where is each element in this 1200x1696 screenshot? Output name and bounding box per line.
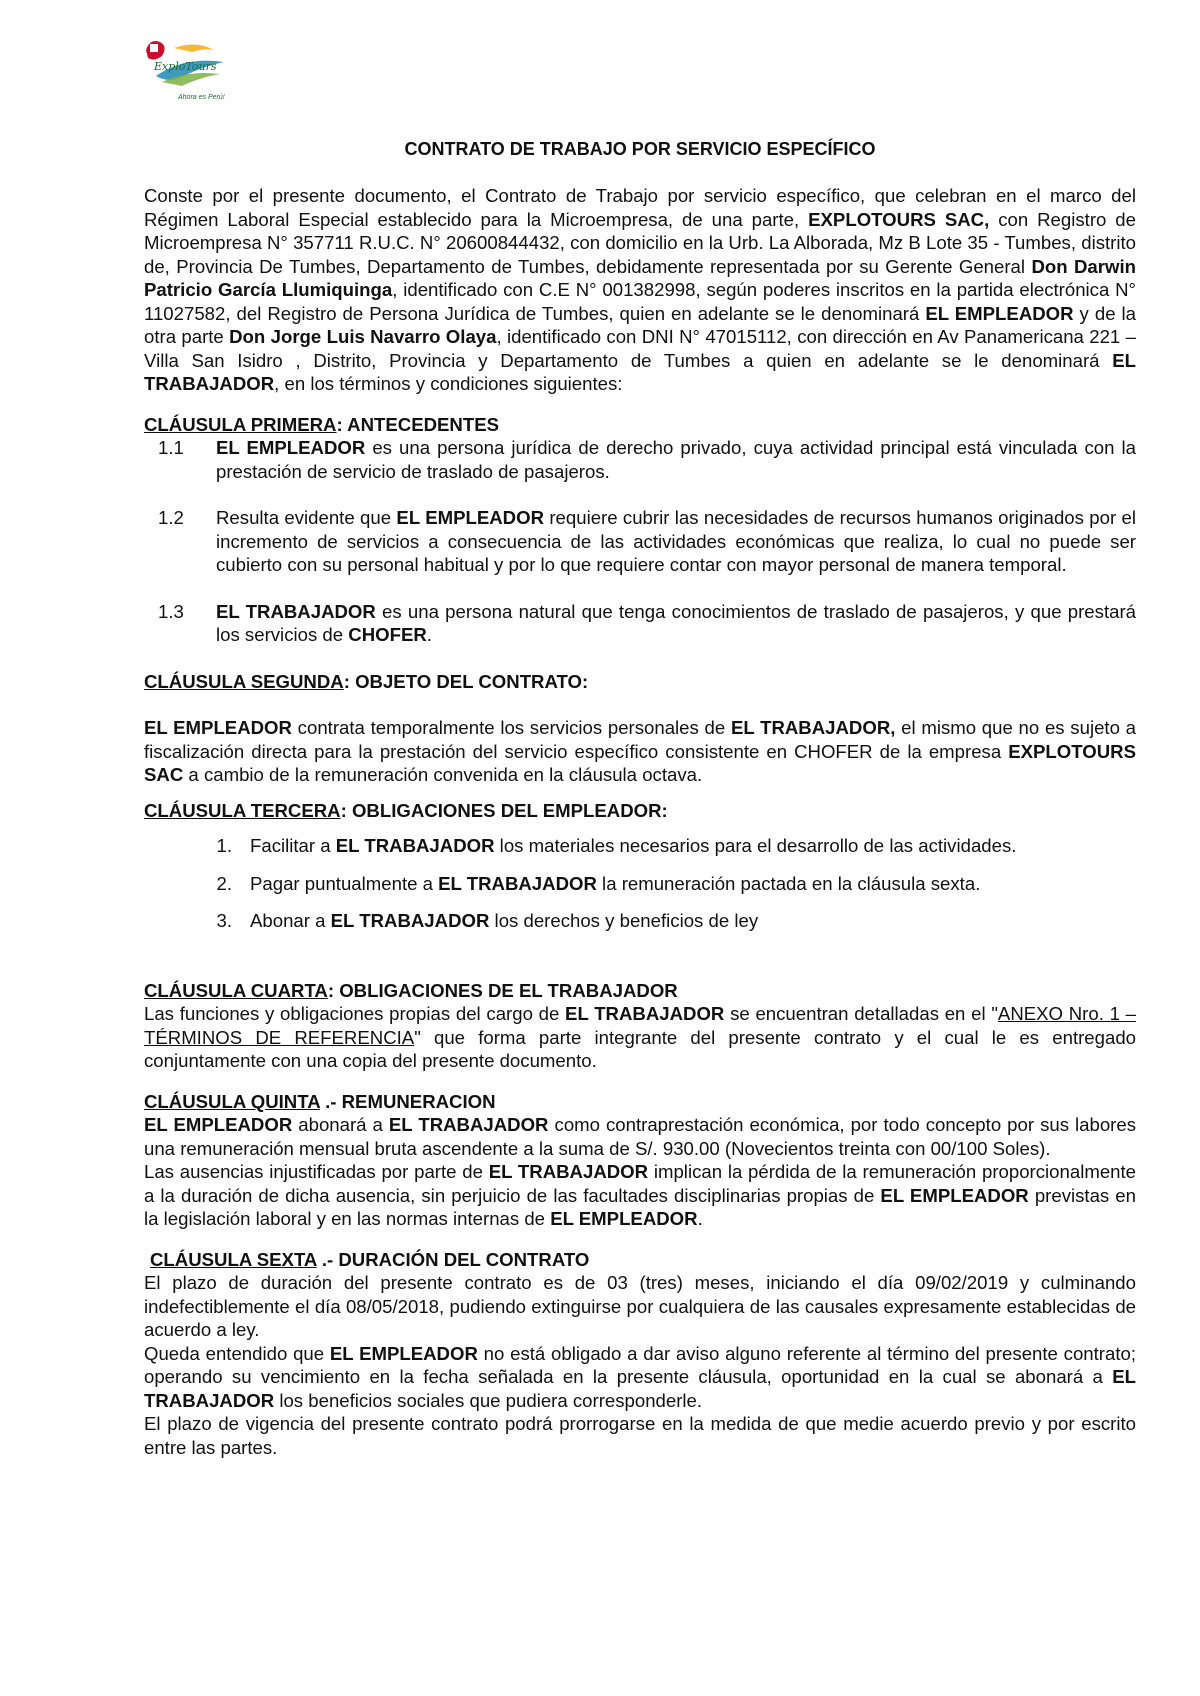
document-title: CONTRATO DE TRABAJO POR SERVICIO ESPECÍFICO xyxy=(404,139,876,159)
list-item: 1.1 EL EMPLEADOR es una persona jurídica de derecho privado, cuya actividad principal está vinculada con la prestación de servicio de traslado de pasajeros. xyxy=(158,437,1136,482)
contract-body xyxy=(144,184,1136,1459)
clause-6-heading: CLÁUSULA SEXTA .- DURACIÓN DEL CONTRATO xyxy=(150,1248,590,1270)
list-item: 1. Facilitar a EL TRABAJADOR los materiales necesarios para el desarrollo de las actividades. xyxy=(216,835,1017,856)
annex-reference: ANEXO Nro. 1 – TÉRMINOS DE REFERENCIA xyxy=(144,1003,1137,1048)
company-logo xyxy=(144,36,240,112)
list-item: 2. Pagar puntualmente a EL TRABAJADOR la remuneración pactada en la cláusula sexta. xyxy=(216,872,981,894)
logo-brand: ExploTours xyxy=(154,60,217,73)
clause-3-list xyxy=(144,834,1136,933)
clause-4-heading: CLÁUSULA CUARTA: OBLIGACIONES DE EL TRABAJADOR xyxy=(144,979,678,1001)
clause-1-list xyxy=(144,436,1136,647)
list-item: 1.3 EL TRABAJADOR es una persona natural que tenga conocimientos de traslado de pasajeros, y que prestará los servicios de CHOFER. xyxy=(158,600,1136,645)
clause-1-heading: CLÁUSULA PRIMERA: ANTECEDENTES xyxy=(144,413,500,435)
list-item: 1.2 Resulta evidente que EL EMPLEADOR requiere cubrir las necesidades de recursos humanos originados por el incremento de servicios a consecuencia de las actividades económicas que realiza, lo cual no puede ser cubierto con su personal habitual y por lo que requiere contar con mayor personal de manera temporal. xyxy=(158,507,1136,575)
logo-tagline: Ahora es Perú! xyxy=(178,94,225,101)
clause-3-heading: CLÁUSULA TERCERA: OBLIGACIONES DEL EMPLEADOR: xyxy=(144,799,668,821)
clause-2-heading: CLÁUSULA SEGUNDA: OBJETO DEL CONTRATO: xyxy=(144,670,589,692)
clause-6-paragraph-2: Queda entendido que EL EMPLEADOR no está obligado a dar aviso alguno referente al término del presente contrato; operando su vencimiento en la fecha señalada en la presente cláusula, oportunidad en la cual se abonará a EL TRABAJADOR los beneficios sociales que pudiera corresponderle. xyxy=(144,1342,1137,1411)
clause-5-paragraph-1: EL EMPLEADOR abonará a EL TRABAJADOR como contraprestación económica, por todo concepto por sus labores una remuneración mensual bruta ascendente a la suma de S/. 930.00 (Novecientos treinta con 00/100 Soles). xyxy=(144,1114,1137,1159)
clause-2-paragraph: EL EMPLEADOR contrata temporalmente los servicios personales de EL TRABAJADOR, el mismo que no es sujeto a fiscalización directa para la prestación del servicio específico consistente en CHOFER de la empresa EXPLOTOURS SAC a cambio de la remuneración convenida en la cláusula octava. xyxy=(144,717,1136,785)
clause-4-paragraph: Las funciones y obligaciones propias del cargo de EL TRABAJADOR se encuentran detalladas en el "ANEXO Nro. 1 – TÉRMINOS DE REFERENCIA" que forma parte integrante del presente contrato y el cual le es entregado conjuntamente con una copia del presente documento. xyxy=(144,1003,1137,1071)
clause-5-heading: CLÁUSULA QUINTA .- REMUNERACION xyxy=(144,1090,496,1112)
clause-5-paragraph-2: Las ausencias injustificadas por parte de EL TRABAJADOR implican la pérdida de la remuneración proporcionalmente a la duración de dicha ausencia, sin perjuicio de las facultades disciplinarias propias de EL EMPLEADOR previstas en la legislación laboral y en las normas internas de EL EMPLEADOR. xyxy=(144,1161,1137,1229)
list-item: 3. Abonar a EL TRABAJADOR los derechos y beneficios de ley xyxy=(216,910,759,931)
intro-paragraph: Conste por el presente documento, el Contrato de Trabajo por servicio específico, que celebran en el marco del Régimen Laboral Especial establecido para la Microempresa, de una parte, EXPLOTOURS SAC, con Registro de Microempresa N° 357711 R.U.C. N° 20600844432, con domicilio en la Urb. La Alborada, Mz B Lote 35 - Tumbes, distrito de, Provincia De Tumbes, Departamento de Tumbes, debidamente representada por su Gerente General Don Darwin Patricio García Llumiquinga, identificado con C.E N° 001382998, según poderes inscritos en la partida electrónica N° 11027582, del Registro de Persona Jurídica de Tumbes, quien en adelante se le denominará EL EMPLEADOR y de la otra parte Don Jorge Luis Navarro Olaya, identificado con DNI N° 47015112, con dirección en Av Panamericana 221 – Villa San Isidro , Distrito, Provincia y Departamento de Tumbes a quien en adelante se le denominará EL TRABAJADOR, en los términos y condiciones siguientes: xyxy=(144,185,1136,394)
clause-6-paragraph-1: El plazo de duración del presente contrato es de 03 (tres) meses, iniciando el día 09/02/2019 y culminando indefectiblemente el día 08/05/2018, pudiendo extinguirse por cualquiera de las causales expresamente establecidas de acuerdo a ley. xyxy=(144,1272,1136,1340)
clause-6-paragraph-3: El plazo de vigencia del presente contrato podrá prorrogarse en la medida de que medie acuerdo previo y por escrito entre las partes. xyxy=(144,1413,1136,1458)
